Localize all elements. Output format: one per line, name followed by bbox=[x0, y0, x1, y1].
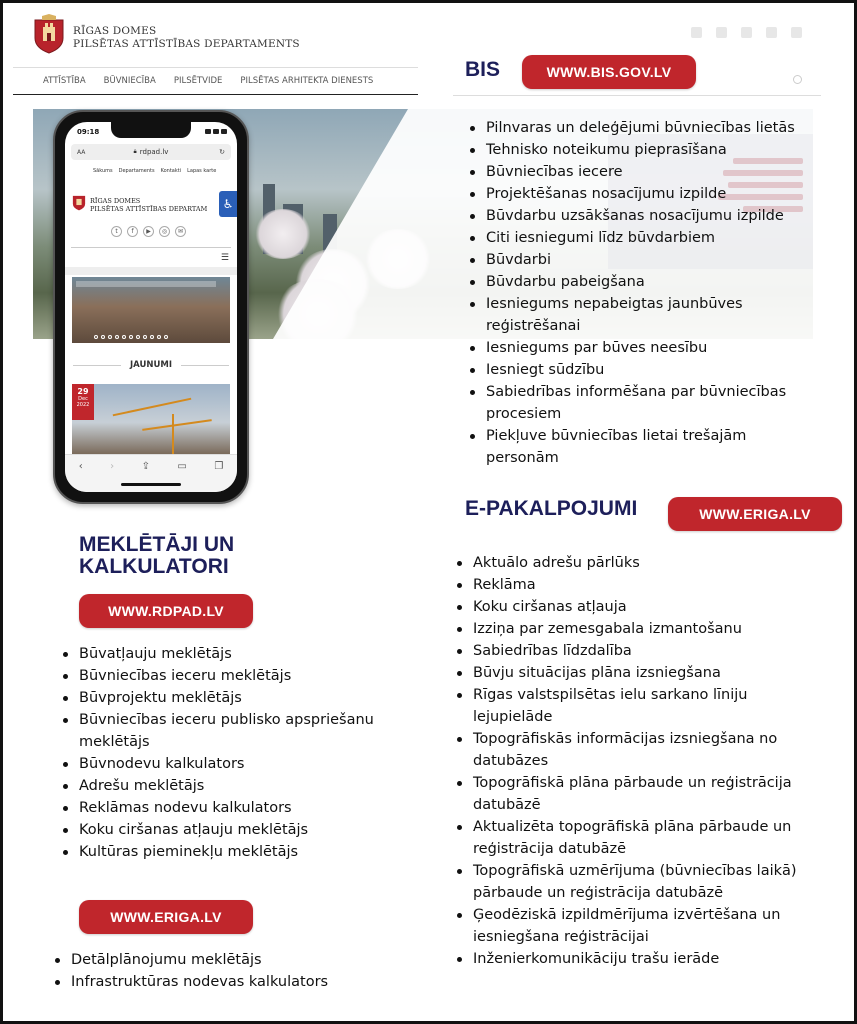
instagram-icon bbox=[766, 27, 777, 38]
home-indicator bbox=[121, 483, 181, 486]
list-item: Būvnodevu kalkulators bbox=[79, 753, 419, 775]
list-item: Reklāmas nodevu kalkulators bbox=[79, 797, 419, 819]
tabs-icon[interactable]: ❐ bbox=[214, 461, 224, 472]
list-item: Topogrāfiskās informācijas izsniegšana no datubāzes bbox=[473, 728, 833, 772]
list-item: Topogrāfiskā uzmērījuma (būvniecības laikā) pārbaude un reģistrācija datubāzē bbox=[473, 860, 813, 904]
divider bbox=[453, 95, 821, 96]
list-item: Būvprojektu meklētājs bbox=[79, 687, 419, 709]
list-item: Būvatļauju meklētājs bbox=[79, 643, 419, 665]
mekletaji-list bbox=[79, 643, 419, 863]
phone-time: 09:18 bbox=[77, 128, 100, 136]
social-icons-faded bbox=[691, 27, 802, 38]
list-item: Būvniecības ieceru meklētājs bbox=[79, 665, 419, 687]
phone-status-icons bbox=[205, 129, 227, 134]
list-item: Pilnvaras un deleģējumi būvniecības lietās bbox=[486, 117, 846, 139]
eriga-url-button[interactable]: WWW.ERIGA.LV bbox=[668, 497, 842, 531]
phone-gap bbox=[65, 267, 237, 275]
list-item: Būvniecības ieceru publisko apspriešanu meklētājs bbox=[79, 709, 414, 753]
list-item: Ģeodēziskā izpildmērījuma izvērtēšana un iesniegšana reģistrācijai bbox=[473, 904, 823, 948]
list-item: Kultūras pieminekļu meklētājs bbox=[79, 841, 419, 863]
back-icon[interactable]: ‹ bbox=[78, 461, 83, 472]
slider-dots[interactable] bbox=[94, 335, 168, 339]
twitter-icon bbox=[691, 27, 702, 38]
phone-org-line-1: RĪGAS DOMES bbox=[90, 197, 141, 205]
twitter-icon[interactable]: t bbox=[111, 226, 122, 237]
mekletaji-heading bbox=[79, 534, 234, 578]
list-item: Piekļuve būvniecības lietai trešajām personām bbox=[486, 425, 806, 469]
list-item: Rīgas valstspilsētas ielu sarkano līniju lejupielāde bbox=[473, 684, 793, 728]
list-item: Koku ciršanas atļauju meklētājs bbox=[79, 819, 419, 841]
nav-item-buvnieciba[interactable]: BŪVNIECĪBA bbox=[103, 76, 156, 86]
mail-icon[interactable]: ✉ bbox=[175, 226, 186, 237]
phone-top-menu bbox=[93, 168, 216, 174]
epakalpojumi-list bbox=[473, 552, 841, 970]
news-date-badge bbox=[72, 384, 94, 420]
phone-notch bbox=[111, 122, 191, 138]
list-item: Tehnisko noteikumu pieprasīšana bbox=[486, 139, 846, 161]
list-item: Sabiedrības informēšana par būvniecības procesiem bbox=[486, 381, 836, 425]
phone-screen bbox=[65, 122, 237, 492]
phone-org-name bbox=[90, 197, 207, 213]
org-line-1: RĪGAS DOMES bbox=[73, 25, 157, 37]
list-item: Citi iesniegumi līdz būvdarbiem bbox=[486, 227, 846, 249]
news-title: JAUNUMI bbox=[129, 360, 173, 370]
riga-crest-icon bbox=[33, 14, 65, 54]
instagram-icon[interactable]: ◎ bbox=[159, 226, 170, 237]
search-icon bbox=[793, 75, 802, 84]
list-item: Būvdarbu uzsākšanas nosacījumu izpilde bbox=[486, 205, 846, 227]
site-header bbox=[3, 3, 423, 98]
list-item: Detālplānojumu meklētājs bbox=[71, 949, 431, 971]
phone-org-line-2: PILSĒTAS ATTĪSTĪBAS DEPARTAM bbox=[90, 205, 208, 213]
list-item: Inženierkomunikāciju trašu ierāde bbox=[473, 948, 841, 970]
phone-address-bar[interactable] bbox=[71, 144, 231, 160]
epakalpojumi-heading: E-PAKALPOJUMI bbox=[465, 497, 638, 520]
eriga-url-button-2[interactable]: WWW.ERIGA.LV bbox=[79, 900, 253, 934]
phone-social-icons bbox=[111, 226, 186, 237]
list-item: Aktuālo adrešu pārlūks bbox=[473, 552, 841, 574]
share-icon[interactable]: ⇪ bbox=[141, 461, 150, 472]
list-item: Iesniegums par būves neesību bbox=[486, 337, 846, 359]
site-nav bbox=[13, 67, 418, 95]
list-item: Aktualizēta topogrāfiskā plāna pārbaude un reģistrācija datubāzē bbox=[473, 816, 841, 860]
org-line-2: PILSĒTAS ATTĪSTĪBAS DEPARTAMENTS bbox=[73, 38, 300, 50]
news-card[interactable] bbox=[72, 384, 230, 454]
nav-item-attistiba[interactable]: ATTĪSTĪBA bbox=[43, 76, 86, 86]
phone-menu-departaments[interactable]: Departaments bbox=[118, 168, 155, 174]
news-year: 2022 bbox=[76, 402, 90, 408]
phone-hero-slider[interactable] bbox=[72, 277, 230, 343]
eriga-list bbox=[71, 949, 431, 993]
news-day: 29 bbox=[77, 387, 89, 396]
forward-icon[interactable]: › bbox=[110, 461, 115, 472]
list-item: Projektēšanas nosacījumu izpilde bbox=[486, 183, 846, 205]
list-item: Būvju situācijas plāna izsniegšana bbox=[473, 662, 841, 684]
phone-menu-lapas-karte[interactable]: Lapas karte bbox=[187, 168, 217, 174]
list-item: Sabiedrības līdzdalība bbox=[473, 640, 841, 662]
bis-heading: BIS bbox=[465, 58, 501, 81]
phone-menu-sakums[interactable]: Sākums bbox=[93, 168, 113, 174]
phone-crest-icon bbox=[72, 192, 86, 212]
phone-mockup bbox=[53, 110, 249, 504]
news-month: Dec bbox=[78, 396, 88, 402]
facebook-icon bbox=[716, 27, 727, 38]
reload-icon[interactable]: ↻ bbox=[219, 148, 225, 156]
text-size-button[interactable]: AA bbox=[77, 148, 86, 156]
list-item: Izziņa par zemesgabala izmantošanu bbox=[473, 618, 841, 640]
list-item: Būvdarbi bbox=[486, 249, 846, 271]
list-item: Adrešu meklētājs bbox=[79, 775, 419, 797]
phone-divider bbox=[71, 247, 231, 248]
facebook-icon[interactable]: f bbox=[127, 226, 138, 237]
list-item: Būvdarbu pabeigšana bbox=[486, 271, 846, 293]
list-item: Iesniegt sūdzību bbox=[486, 359, 846, 381]
mail-icon bbox=[791, 27, 802, 38]
list-item: Topogrāfiskā plāna pārbaude un reģistrācija datubāzē bbox=[473, 772, 841, 816]
bis-url-button[interactable]: WWW.BIS.GOV.LV bbox=[522, 55, 696, 89]
bookmarks-icon[interactable]: ▭ bbox=[177, 461, 187, 472]
hamburger-menu-icon[interactable]: ☰ bbox=[220, 253, 229, 263]
youtube-icon bbox=[741, 27, 752, 38]
mekletaji-heading-line-1: MEKLĒTĀJI UN bbox=[79, 533, 235, 556]
list-item: Infrastruktūras nodevas kalkulators bbox=[71, 971, 431, 993]
phone-menu-kontakti[interactable]: Kontakti bbox=[160, 168, 182, 174]
list-item: Reklāma bbox=[473, 574, 841, 596]
nav-item-arhitekts[interactable]: PILSĒTAS ARHITEKTA DIENESTS bbox=[240, 76, 374, 86]
news-line-right bbox=[181, 365, 229, 366]
phone-address-text: rdpad.lv bbox=[139, 148, 169, 156]
nav-item-pilsetvide[interactable]: PILSĒTVIDE bbox=[173, 76, 223, 86]
list-item: Iesniegums nepabeigtas jaunbūves reģistrēšanai bbox=[486, 293, 806, 337]
rdpad-url-button[interactable]: WWW.RDPAD.LV bbox=[79, 594, 253, 628]
hero-caption bbox=[76, 281, 216, 287]
lock-icon: 🔒︎ bbox=[133, 148, 137, 155]
youtube-icon[interactable]: ▶ bbox=[143, 226, 154, 237]
mekletaji-heading-line-2: KALKULATORI bbox=[79, 555, 229, 578]
site-org-name bbox=[73, 25, 300, 51]
list-item: Būvniecības iecere bbox=[486, 161, 846, 183]
accessibility-icon[interactable]: ♿︎ bbox=[219, 191, 237, 217]
phone-browser-toolbar bbox=[65, 454, 237, 492]
bis-list bbox=[486, 117, 846, 469]
list-item: Koku ciršanas atļauja bbox=[473, 596, 841, 618]
